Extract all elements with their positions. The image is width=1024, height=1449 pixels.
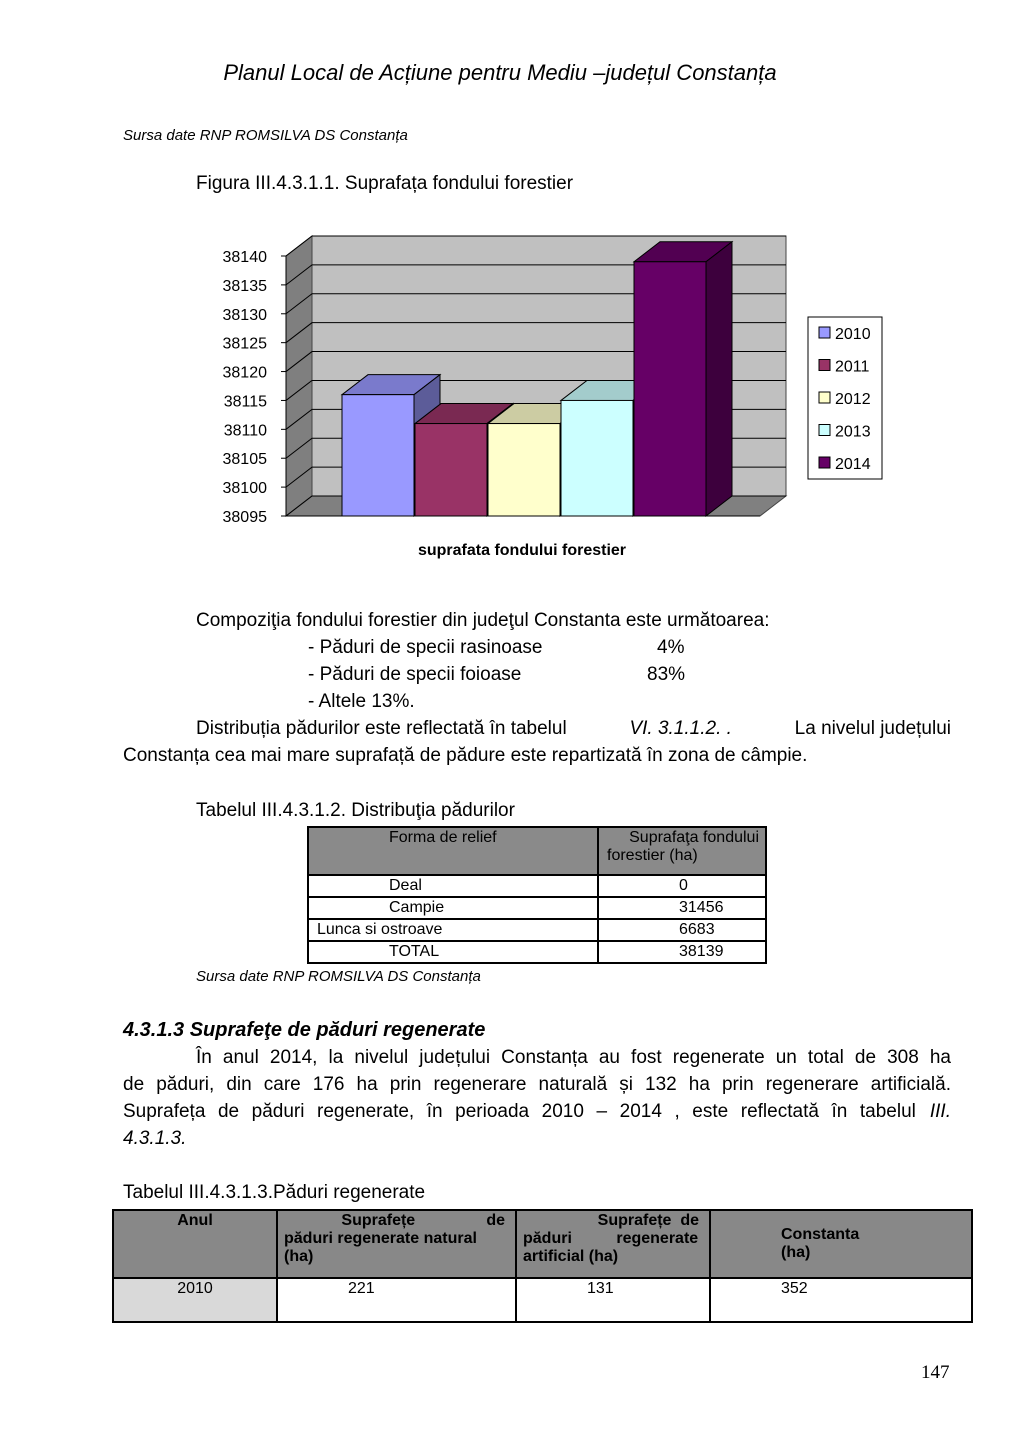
header-line: Suprafețe de (597, 1212, 699, 1229)
table-header-row (113, 1210, 972, 1278)
table-header-cell (710, 1210, 972, 1278)
distribution-text-start: Distribuția pădurilor este reflectată în tabelul (196, 718, 567, 739)
legend-swatch-2012 (819, 392, 830, 403)
table-header-cell (516, 1210, 710, 1278)
page-header-title: Planul Local de Acțiune pentru Mediu –județul Constanța (223, 60, 777, 85)
bar-2011 (415, 424, 487, 516)
composition-item-rasinoase: - Păduri de specii rasinoase (308, 637, 543, 658)
legend-label-2013: 2013 (835, 423, 871, 441)
y-tick-label: 38100 (222, 480, 267, 498)
forest-distribution-table (307, 826, 767, 964)
legend-label-2011: 2011 (835, 358, 870, 376)
section-paragraph-line4: 4.3.1.3. (123, 1128, 187, 1149)
y-tick-label: 38140 (222, 249, 267, 266)
section-heading: 4.3.1.3 Suprafeţe de păduri regenerate (123, 1019, 486, 1041)
distribution-paragraph-line2: Constanța cea mai mare suprafață de pădure este repartizată în zona de câmpie. (123, 745, 808, 766)
table-cell: 38139 (598, 941, 766, 963)
source-note-table1: Sursa date RNP ROMSILVA DS Constanța (196, 968, 481, 985)
table-header-row (308, 827, 766, 875)
table-row (113, 1278, 972, 1322)
legend-swatch-2010 (819, 327, 830, 338)
chart-side-wall (286, 236, 312, 516)
table-cell: Campie (308, 897, 598, 919)
legend-swatch-2011 (819, 360, 830, 371)
legend-swatch-2013 (819, 425, 830, 436)
legend-label-2012: 2012 (835, 391, 871, 408)
table-header-cell: Forma de relief (308, 827, 598, 875)
section-paragraph-line1: În anul 2014, la nivelul județului Constanța au fost regenerate un total de 308 ha (196, 1047, 951, 1068)
bar-2012 (488, 424, 560, 516)
bar-side-2014 (706, 242, 732, 516)
table-cell: TOTAL (308, 941, 598, 963)
legend-label-2014: 2014 (835, 456, 871, 473)
table-header-cell (598, 827, 766, 875)
table-cell: 221 (277, 1278, 516, 1322)
y-tick-label: 38135 (222, 277, 267, 295)
distribution-text-end: La nivelul județului (794, 718, 951, 739)
y-tick-label: 38095 (222, 509, 267, 526)
table-row (308, 941, 766, 963)
forest-area-chart (200, 225, 900, 565)
header-line: (ha) (284, 1248, 314, 1265)
page-number: 147 (921, 1362, 950, 1383)
table1-caption: Tabelul III.4.3.1.2. Distribuţia pădurilor (196, 800, 515, 821)
composition-value-rasinoase: 4% (657, 637, 685, 658)
y-tick-label: 38120 (222, 364, 267, 382)
x-axis-label: suprafata fondului forestier (417, 542, 627, 559)
header-line: păduri regenerate natural (284, 1230, 477, 1247)
table-cell: 6683 (598, 919, 766, 941)
bar-2014 (634, 262, 706, 516)
table-row (308, 875, 766, 897)
regenerated-forests-table (112, 1209, 973, 1323)
table-header-cell: Anul (113, 1210, 277, 1278)
section-paragraph-line2: de păduri, din care 176 ha prin regenerare naturală și 132 ha prin regenerare artificială. (123, 1074, 951, 1095)
section-line3-text: Suprafeța de păduri regenerate, în perioada 2010 – 2014 , este reflectată în tabelul (123, 1101, 916, 1122)
figure-caption: Figura III.4.3.1.1. Suprafața fondului forestier (196, 173, 574, 194)
composition-value-foioase: 83% (647, 664, 686, 685)
y-tick-label: 38125 (222, 335, 267, 353)
table-cell: 0 (598, 875, 766, 897)
table-cell: Lunca si ostroave (308, 919, 598, 941)
composition-item-foioase: - Păduri de specii foioase (308, 664, 522, 685)
section-paragraph-line3 (123, 1098, 951, 1125)
header-line: forestier (ha) (607, 847, 698, 864)
composition-intro: Compoziţia fondului forestier din judeţul Constanta este următoarea: (196, 610, 770, 631)
source-note-top: Sursa date RNP ROMSILVA DS Constanța (123, 127, 408, 144)
header-line: Constanta (781, 1226, 860, 1243)
y-tick-label: 38110 (223, 422, 267, 440)
distribution-paragraph-line1 (196, 715, 951, 742)
header-line: Suprafaţa fondului (629, 829, 759, 846)
header-line: păduri regenerate (523, 1230, 699, 1247)
table-row (308, 897, 766, 919)
header-line: Suprafețe de (341, 1212, 505, 1229)
header-line: (ha) (781, 1244, 811, 1261)
legend-swatch-2014 (819, 457, 830, 468)
y-tick-label: 38130 (222, 306, 267, 324)
table2-caption: Tabelul III.4.3.1.3.Păduri regenerate (123, 1182, 426, 1203)
legend-label-2010: 2010 (835, 326, 871, 343)
section-table-reference: III. (929, 1101, 951, 1122)
y-tick-label: 38115 (223, 393, 267, 411)
table-cell: Deal (308, 875, 598, 897)
table-cell: 31456 (598, 897, 766, 919)
table-cell: 352 (710, 1278, 972, 1322)
header-line: artificial (ha) (523, 1248, 619, 1265)
distribution-table-reference: VI. 3.1.1.2. . (629, 718, 732, 739)
table-cell: 131 (516, 1278, 710, 1322)
bar-2013 (561, 400, 633, 516)
table-cell: 2010 (113, 1278, 277, 1322)
composition-item-altele: - Altele 13%. (308, 691, 415, 712)
table-row (308, 919, 766, 941)
bar-2010 (342, 395, 414, 516)
table-header-cell (277, 1210, 516, 1278)
y-tick-label: 38105 (222, 451, 267, 469)
